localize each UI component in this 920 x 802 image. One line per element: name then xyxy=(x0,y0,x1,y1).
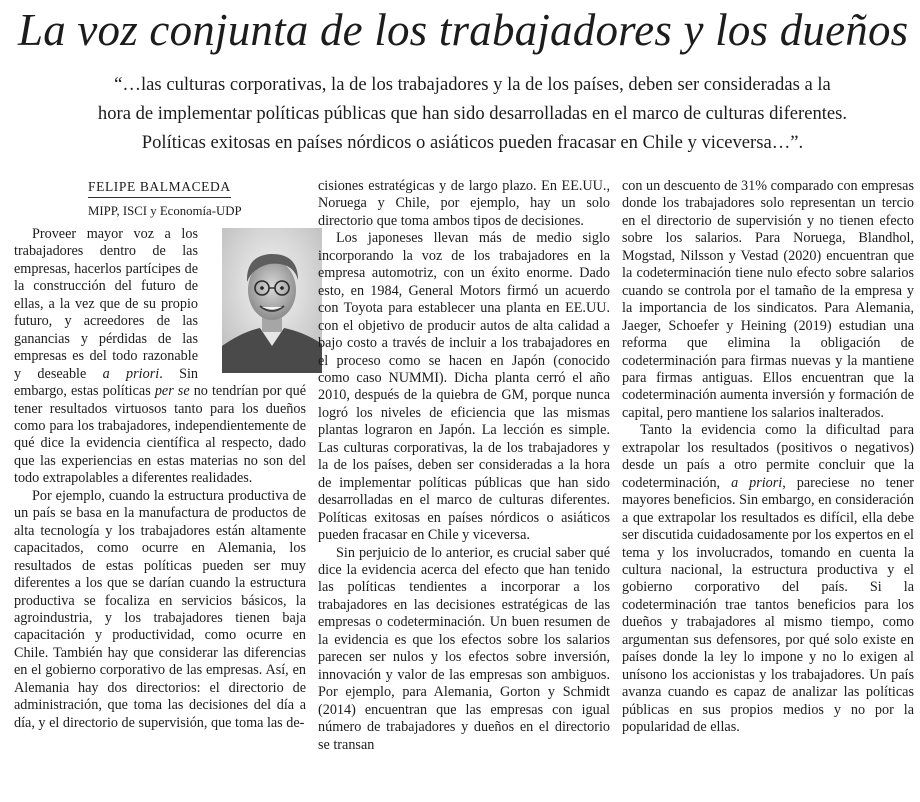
paragraph-5-text: , pareciese no tener mayores beneficios. Sin embargo, en consideración a que extrapolar los resultados es difícil, ella debe ser discutida cuidadosamente por los expertos en el tema y los involucrados, tomando en cuenta la cultura nacional, la estructura productiva y el gobierno corporativo del país. Si la codeterminación trae tantos beneficios para los dueños y trabajadores al mismo tiempo, como argumentan sus defensores, por qué solo existe en países donde la ley lo impone y no lo exigen al unísono los accionistas y los trabajadores. Un país avanza cuando es capaz de analizar las políticas públicas en sus propios medios y no por la popularidad de ellas. xyxy=(622,474,915,736)
paragraph-4-continued: con un descuento de 31% comparado con empresas donde los trabajadores solo representan un tercio en el directorio de supervisión y no tienen efecto sobre los salarios. Para Noruega, Blandhol, Mogstad, Nilsson y Vestad (2020) encuentran que la codeterminación tiene nulo efecto sobre salarios cuando se controla por el tamaño de la empresa y la importancia de los sindicatos. Para Alemania, Jaeger, Schoefer y Heining (2019) estudian una reforma que elimina la obligación de codeterminación para firmas nuevas y la mantiene para firmas antiguas. Ellos encuentran que la codeterminación aumenta inversión y formación de capital, pero mantiene los salarios inalterados. xyxy=(622,178,914,421)
pull-quote-line: Políticas exitosas en países nórdicos o asiáticos pueden fracasar en Chile y viceversa…”. xyxy=(141,132,804,153)
headline: La voz conjunta de los trabajadores y los dueños xyxy=(18,5,909,55)
paragraph-3: Los japoneses llevan más de medio siglo incorporando la voz de los trabajadores en la empresa automotriz, con un éxito enorme. Dado esto, en 1984, General Motors firmó un acuerdo con Toyota para establecer una planta en EE.UU. con el objetivo de producir autos de alta calidad a bajo costo a través de incluir a los trabajadores en el proceso como se hacen en Japón (conocido como caso NUMMI). Dicha planta cerró el año 2010, después de la quiebra de GM, porque nunca logró los niveles de eficiencia que las mismas plantas lograron en Japón. La lección es simple. Las culturas corporativas, la de los trabajadores y la de los países, deben ser consideradas a la hora de implementar políticas públicas que han sido desarrolladas en el marco de culturas diferentes. Políticas exitosas en países nórdicos o asiáticos pueden fracasar en Chile y viceversa. xyxy=(318,230,610,544)
pull-quote-line: hora de implementar políticas públicas que han sido desarrolladas en el marco de culturas diferentes. xyxy=(97,103,848,124)
paragraph-1-text: . Sin embargo, estas políticas xyxy=(14,365,199,400)
paragraph-1-emphasis: a priori xyxy=(102,365,160,382)
paragraph-1-text: Proveer mayor voz a los trabajadores dentro de las empresas, hacerlos partícipes de la construcción del futuro de ellas, a la vez que de su propio futuro, y acreedores de las ganancias y pérdidas de las empresas es del todo razonable y deseable xyxy=(14,226,198,382)
pull-quote-line: “…las culturas corporativas, la de los trabajadores y la de los países, deben ser consideradas a la xyxy=(114,74,831,95)
paragraph-1 xyxy=(14,226,306,488)
author-portrait-photo xyxy=(204,228,306,375)
paragraph-1-text: no tendrían por qué tener resultados virtuosos tanto para los dueños como para los trabajadores, independientemente de qué dice la evidencia científica al respecto, dado que las experiencias en estas materias no son del todo extrapolables a diferentes realidades. xyxy=(14,383,306,487)
column-3 xyxy=(622,178,914,737)
paragraph-2: Por ejemplo, cuando la estructura productiva de un país se basa en la manufactura de productos de alta tecnología y los trabajadores están altamente capacitados, como ocurre en Alemania, los resultados de estas políticas pueden ser muy diferentes a los que se darían cuando la estructura productiva se focaliza en servicios básicos, la agroindustria, y los trabajadores tienen baja capacitación y productividad, como ocurre en Chile. También hay que considerar las diferencias en el gobierno corporativo de las empresas. Así, en Alemania hay dos directorios: el directorio de administración, que toma las decisiones del día a día, y el directorio de supervisión, que toma las de- xyxy=(14,487,306,731)
paragraph-5 xyxy=(622,422,914,736)
author-affiliation: MIPP, ISCI y Economía-UDP xyxy=(88,204,242,218)
column-2 xyxy=(318,178,610,754)
byline xyxy=(14,178,306,226)
paragraph-2-continued: cisiones estratégicas y de largo plazo. En EE.UU., Noruega y Chile, por ejemplo, hay un solo directorio que toma ambos tipos de decisiones. xyxy=(318,178,610,229)
author-name: FELIPE BALMACEDA xyxy=(88,178,231,198)
portrait-image xyxy=(222,228,322,373)
paragraph-1-emphasis: per se xyxy=(154,383,190,400)
paragraph-5-text: Tanto la evidencia como la dificultad para extrapolar los resultados (positivos o negativos) desde un país a otro permite concluir que la codeterminación, xyxy=(622,422,914,491)
pull-quote xyxy=(60,70,885,157)
paragraph-4: Sin perjuicio de lo anterior, es crucial saber qué dice la evidencia acerca del efecto que han tenido las políticas tendientes a incorporar a los trabajadores en las decisiones estratégicas de las empresas o codeterminación. Un buen resumen de la evidencia es que los efectos sobre los salarios parecen ser nulos y los efectos sobre inversión, innovación y valor de las empresas son ambiguos. Por ejemplo, para Alemania, Gorton y Schmidt (2014) encuentran que las empresas con igual número de trabajadores y dueños en el directorio se transan xyxy=(318,544,610,753)
paragraph-5-emphasis: a priori xyxy=(731,474,783,491)
column-1 xyxy=(14,178,306,732)
